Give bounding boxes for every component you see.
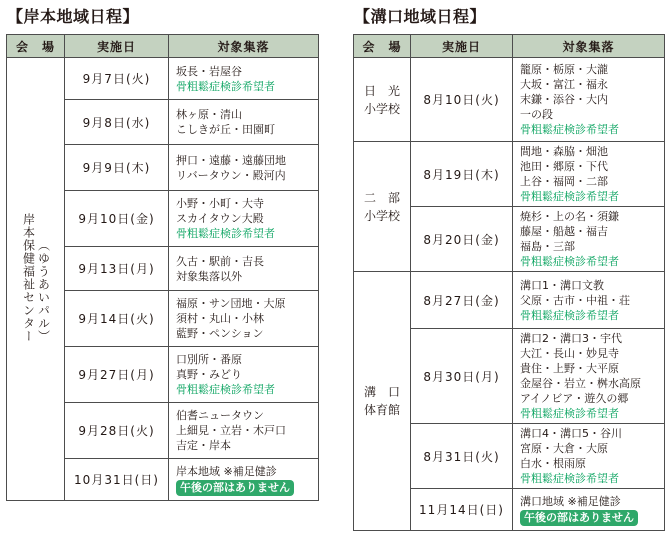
community-line xyxy=(176,153,318,168)
community-line xyxy=(176,367,318,382)
line-text: 骨粗鬆症検診希望者 xyxy=(520,123,619,136)
line-text: こしきが丘・田園町 xyxy=(176,123,275,136)
community-line xyxy=(520,159,664,174)
line-text: 骨粗鬆症検診希望者 xyxy=(520,472,619,485)
community-line xyxy=(176,326,318,341)
community-line xyxy=(520,62,664,77)
line-text: 坂長・岩屋谷 xyxy=(176,64,242,78)
venue-cell xyxy=(354,142,411,272)
osteoporosis-note xyxy=(520,308,664,323)
communities-cell xyxy=(513,142,665,207)
mizoguchi-schedule-panel xyxy=(353,0,665,531)
venue-name: 溝 口 xyxy=(363,385,400,399)
communities-cell xyxy=(169,459,319,501)
date-cell: 9月14日(火) xyxy=(65,291,169,347)
venue-cell xyxy=(354,272,411,531)
community-line xyxy=(176,311,318,326)
date-cell: 10月31日(日) xyxy=(65,459,169,501)
osteoporosis-note xyxy=(176,79,318,94)
line-text: 白水・根雨原 xyxy=(520,457,586,470)
line-text: 対象集落以外 xyxy=(176,269,242,283)
community-line xyxy=(520,174,664,189)
line-text: 間地・森脇・畑池 xyxy=(520,145,608,158)
table-header-row xyxy=(7,35,319,58)
header-venue: 会 場 xyxy=(7,35,65,58)
line-text: スカイタウン大殿 xyxy=(176,212,264,225)
venue-name: 日 光 xyxy=(363,83,400,98)
communities-cell xyxy=(513,207,665,272)
communities-cell xyxy=(169,403,319,459)
line-text: 骨粗鬆症検診希望者 xyxy=(520,308,619,322)
community-line xyxy=(520,209,664,224)
community-line xyxy=(520,361,664,376)
osteoporosis-note xyxy=(520,122,664,137)
communities-cell xyxy=(513,489,665,531)
date-cell: 9月10日(金) xyxy=(65,191,169,247)
community-line xyxy=(520,456,664,471)
date-cell: 8月27日(金) xyxy=(411,272,513,329)
community-line xyxy=(520,77,664,92)
header-communities: 対象集落 xyxy=(169,35,319,58)
line-text: 溝口地域 ※補足健診 xyxy=(520,494,621,508)
community-line xyxy=(176,352,318,367)
communities-cell xyxy=(169,247,319,291)
line-text: 末鎌・添谷・大内 xyxy=(520,93,608,106)
date-cell: 9月13日(月) xyxy=(65,247,169,291)
line-text: 久古・駅前・吉長 xyxy=(176,254,264,268)
date-cell: 9月28日(火) xyxy=(65,403,169,459)
table-row xyxy=(354,142,665,207)
line-text: 骨粗鬆症検診希望者 xyxy=(520,407,619,420)
date-cell: 9月9日(木) xyxy=(65,145,169,191)
mizoguchi-schedule-title: 【溝口地域日程】 xyxy=(354,7,487,26)
date-cell: 9月27日(月) xyxy=(65,347,169,403)
osteoporosis-note xyxy=(520,471,664,486)
osteoporosis-note xyxy=(520,189,664,204)
communities-cell xyxy=(169,145,319,191)
venue-name: （ゆうあいパル） xyxy=(36,238,51,343)
line-text: 福原・サン団地・大原 xyxy=(176,297,286,310)
line-text: 午後の部はありません xyxy=(520,510,638,526)
community-line xyxy=(520,293,664,308)
osteoporosis-note xyxy=(520,406,664,421)
communities-cell xyxy=(169,58,319,100)
community-line xyxy=(520,346,664,361)
line-text: 口別所・番原 xyxy=(176,353,242,366)
community-line xyxy=(520,278,664,293)
community-line xyxy=(176,122,318,137)
community-line xyxy=(520,391,664,406)
community-line xyxy=(520,107,664,122)
communities-cell xyxy=(169,191,319,247)
venue-cell xyxy=(7,58,65,501)
venue-name: 二 部 xyxy=(363,190,400,205)
communities-cell xyxy=(513,329,665,424)
line-text: 岸本地域 ※補足健診 xyxy=(176,464,277,478)
community-line xyxy=(176,423,318,438)
community-line xyxy=(176,408,318,423)
header-date: 実施日 xyxy=(65,35,169,58)
community-line xyxy=(176,296,318,311)
community-line xyxy=(520,144,664,159)
kishimoto-schedule-title: 【岸本地域日程】 xyxy=(7,7,140,26)
line-text: アイノビア・遊久の郷 xyxy=(520,392,629,405)
venue-name: 岸本保健福祉センター xyxy=(21,212,36,343)
line-text: 金屋谷・岩立・桝水高原 xyxy=(520,377,641,390)
header-venue: 会 場 xyxy=(354,35,411,58)
table-row xyxy=(354,58,665,142)
community-line xyxy=(176,211,318,226)
community-line xyxy=(176,64,318,79)
date-cell: 9月7日(火) xyxy=(65,58,169,100)
no-afternoon-badge xyxy=(176,479,318,496)
community-line xyxy=(520,494,664,509)
line-text: 須村・丸山・小林 xyxy=(176,312,264,325)
line-text: 藍野・ペンション xyxy=(176,327,264,340)
community-line xyxy=(176,254,318,269)
date-cell: 9月8日(水) xyxy=(65,100,169,145)
community-line xyxy=(176,168,318,183)
kishimoto-schedule-table xyxy=(6,34,319,501)
community-line xyxy=(520,426,664,441)
line-text: 小野・小町・大寺 xyxy=(176,197,264,210)
communities-cell xyxy=(169,291,319,347)
mizoguchi-schedule-table xyxy=(353,34,665,531)
line-text: 伯耆ニュータウン xyxy=(176,409,264,422)
communities-cell xyxy=(513,424,665,489)
line-text: 骨粗鬆症検診希望者 xyxy=(176,79,275,93)
community-line xyxy=(520,331,664,346)
line-text: 骨粗鬆症検診希望者 xyxy=(520,190,619,203)
communities-cell xyxy=(513,272,665,329)
header-date: 実施日 xyxy=(411,35,513,58)
line-text: 吉定・岸本 xyxy=(176,439,231,452)
no-afternoon-badge xyxy=(520,509,664,526)
line-text: 溝口2・溝口3・宇代 xyxy=(520,332,622,345)
community-line xyxy=(520,224,664,239)
line-text: 溝口1・溝口文教 xyxy=(520,278,604,292)
venue-cell xyxy=(354,58,411,142)
osteoporosis-note xyxy=(176,382,318,397)
community-line xyxy=(176,269,318,284)
line-text: 大江・長山・妙見寺 xyxy=(520,347,619,360)
community-line xyxy=(520,239,664,254)
line-text: 骨粗鬆症検診希望者 xyxy=(176,227,275,240)
line-text: 溝口4・溝口5・谷川 xyxy=(520,427,622,440)
line-text: 籠原・栃原・大瀧 xyxy=(520,63,608,76)
header-communities: 対象集落 xyxy=(513,35,665,58)
date-cell: 11月14日(日) xyxy=(411,489,513,531)
line-text: 宮原・大倉・大原 xyxy=(520,442,608,455)
date-cell: 8月20日(金) xyxy=(411,207,513,272)
line-text: 骨粗鬆症検診希望者 xyxy=(176,383,275,396)
osteoporosis-note xyxy=(176,226,318,241)
line-text: 焼杉・上の名・須鎌 xyxy=(520,210,619,223)
date-cell: 8月10日(火) xyxy=(411,58,513,142)
osteoporosis-note xyxy=(520,254,664,269)
date-cell: 8月19日(木) xyxy=(411,142,513,207)
line-text: 押口・遠藤・遠藤団地 xyxy=(176,153,286,167)
communities-cell xyxy=(513,58,665,142)
venue-name: 体育館 xyxy=(363,403,400,417)
line-text: 福島・三部 xyxy=(520,240,575,253)
community-line xyxy=(176,196,318,211)
community-line xyxy=(176,464,318,479)
venue-name: 小学校 xyxy=(363,208,400,223)
community-line xyxy=(176,438,318,453)
line-text: 午後の部はありません xyxy=(176,480,294,496)
line-text: 上谷・福岡・二部 xyxy=(520,175,608,188)
line-text: 父原・古市・中祖・荘 xyxy=(520,293,630,307)
community-line xyxy=(520,441,664,456)
line-text: 林ヶ原・清山 xyxy=(176,108,242,121)
line-text: 骨粗鬆症検診希望者 xyxy=(520,255,619,268)
kishimoto-schedule-panel xyxy=(6,0,319,501)
line-text: 藤屋・船越・福吉 xyxy=(520,225,608,238)
line-text: 池田・郷原・下代 xyxy=(520,160,608,173)
line-text: 上細見・立岩・木戸口 xyxy=(176,424,286,437)
table-row xyxy=(7,58,319,100)
line-text: 真野・みどり xyxy=(176,368,242,381)
venue-name: 小学校 xyxy=(363,101,400,116)
line-text: 一の段 xyxy=(520,108,553,121)
date-cell: 8月30日(月) xyxy=(411,329,513,424)
line-text: リバータウン・殿河内 xyxy=(176,168,286,182)
line-text: 大坂・富江・福永 xyxy=(520,78,608,91)
community-line xyxy=(520,376,664,391)
communities-cell xyxy=(169,100,319,145)
communities-cell xyxy=(169,347,319,403)
line-text: 貴住・上野・大平原 xyxy=(520,362,619,375)
community-line xyxy=(520,92,664,107)
table-header-row xyxy=(354,35,665,58)
date-cell: 8月31日(火) xyxy=(411,424,513,489)
community-line xyxy=(176,107,318,122)
table-row xyxy=(354,272,665,329)
